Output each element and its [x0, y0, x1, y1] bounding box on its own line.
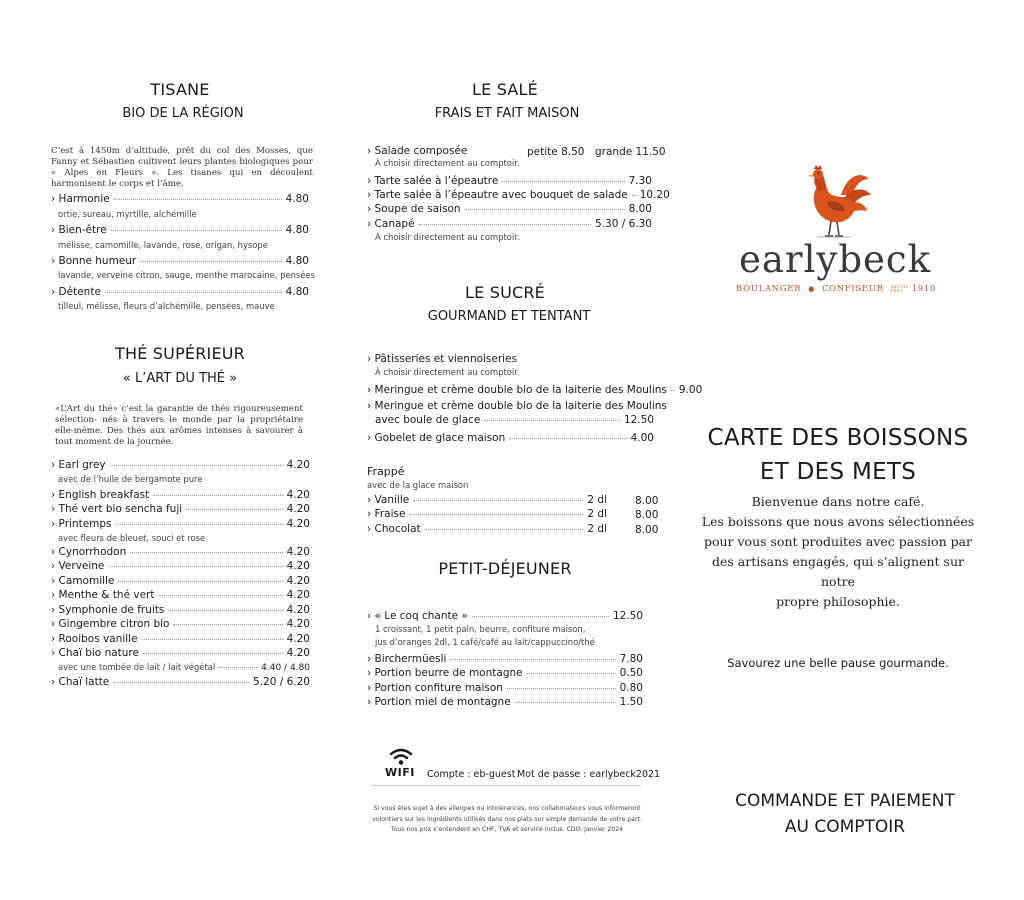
frappe-title: Frappé	[367, 465, 405, 478]
carte-title	[702, 421, 974, 489]
menu-item-meringue: › Meringue et crème double bio de la laiterie des Moulins 9.00	[367, 384, 654, 396]
item-description: À choisir directement au comptoir.	[375, 367, 520, 377]
sucre-subtitle: GOURMAND ET TENTANT	[427, 309, 591, 324]
welcome-line: des artisans engagés, qui s’alignent sur notre	[711, 554, 964, 589]
menu-item-menthe-the-vert: › Menthe & thé vert 4.20	[51, 589, 310, 601]
savourez-text: Savourez une belle pause gourmande.	[727, 656, 949, 670]
menu-item-salade-composee: › Salade composée	[367, 145, 468, 157]
frappe-fraise-price: 8.00	[635, 509, 659, 521]
tagline-confiseur: CONFISEUR	[821, 284, 884, 294]
menu-item-frappe-fraise: › Fraise 2 dl	[367, 508, 607, 520]
item-description: avec fleurs de bleuet, souci et rose	[58, 533, 206, 543]
salade-petite-price: petite 8.50	[527, 146, 585, 158]
menu-item-detente: › Détente 4.80	[51, 286, 309, 298]
allergy-notice	[366, 804, 648, 836]
the-title: THÉ SUPÉRIEUR	[115, 344, 245, 363]
item-description: tilleul, mélisse, fleurs d’alchémille, pensées, mauve	[58, 301, 275, 311]
menu-item-the-vert-sencha: › Thé vert bio sencha fuji 4.20	[51, 503, 310, 515]
item-description: À choisir directement au comptoir.	[375, 232, 520, 242]
commande-line-1: COMMANDE ET PAIEMENT	[735, 791, 955, 811]
item-description: jus d’oranges 2dl, 1 café/café au lait/cappuccino/thé	[375, 637, 595, 647]
menu-item-meringue-glace: › Meringue et crème double bio de la laiterie des Moulins	[367, 400, 667, 412]
tisane-title: TISANE	[150, 80, 210, 99]
item-description: 1 croissant, 1 petit pain, beurre, confiture maison,	[375, 624, 586, 634]
menu-item-birchermuesli: › Birchermüesli 7.80	[367, 653, 643, 665]
rooster-icon	[803, 165, 873, 243]
tagline-boulanger: BOULANGER	[736, 284, 802, 294]
welcome-line: Les boissons que nous avons sélectionnées	[701, 514, 975, 529]
allergy-line-1: Si vous êtes sujet à des allergies ou intolérances, nos collaborateurs vous informeront	[373, 805, 641, 812]
menu-item-frappe-chocolat: › Chocolat 2 dl	[367, 523, 607, 535]
salade-grande-price: grande 11.50	[595, 146, 666, 158]
menu-item-chai-bio-nature: › Chaï bio nature 4.20	[51, 647, 310, 659]
item-description-with-price: avec une tombée de lait / lait végétal 4.40 / 4.80	[58, 662, 310, 673]
menu-item-camomille: › Camomille 4.20	[51, 575, 310, 587]
menu-item-frappe-vanille: › Vanille 2 dl	[367, 494, 607, 506]
menu-item-english-breakfast: › English breakfast 4.20	[51, 489, 310, 501]
menu-item-soupe: › Soupe de saison 8.00	[367, 203, 652, 215]
carte-title-line-2: ET DES METS	[759, 459, 917, 485]
menu-item-confiture: › Portion confiture maison 0.80	[367, 682, 643, 694]
petitdej-title: PETIT-DÉJEUNER	[438, 559, 572, 578]
welcome-line: Bienvenue dans notre café.	[751, 494, 925, 509]
menu-item-gobelet-glace: › Gobelet de glace maison 4.00	[367, 432, 654, 444]
menu-item-canape: › Canapé 5.30 / 6.30	[367, 218, 652, 230]
item-description: lavande, verveine citron, sauge, menthe marocaine, pensées	[58, 270, 315, 280]
frappe-vanille-price: 8.00	[635, 495, 659, 507]
item-description: À choisir directement au comptoir.	[375, 158, 520, 168]
sucre-title: LE SUCRÉ	[465, 283, 545, 302]
wifi-account: Compte : eb-guest	[427, 769, 516, 780]
menu-item-beurre: › Portion beurre de montagne 0.50	[367, 667, 643, 679]
carte-title-line-1: CARTE DES BOISSONS	[707, 425, 969, 451]
commande-notice	[700, 788, 990, 840]
tisane-subtitle: BIO DE LA RÉGION	[122, 106, 244, 121]
item-description: mélisse, camomille, lavande, rose, origan, hysope	[58, 240, 268, 250]
menu-item-earl-grey: › Earl grey 4.20	[51, 459, 310, 471]
menu-item-patisseries: › Pâtisseries et viennoiseries	[367, 353, 518, 365]
menu-item-coq-chante: › « Le coq chante » 12.50	[367, 610, 643, 622]
frappe-chocolat-price: 8.00	[635, 524, 659, 536]
tagline-year: 1910	[911, 284, 936, 294]
the-subtitle: « L’ART DU THÉ »	[122, 371, 238, 386]
wifi-label: WIFI	[385, 766, 415, 779]
welcome-text	[700, 492, 976, 612]
tagline-since: DEPUIS PRÈS	[890, 285, 909, 293]
menu-item-verveine: › Verveine 4.20	[51, 560, 310, 572]
meringue-glace-line2: avec boule de glace 12.50	[375, 414, 654, 426]
menu-item-bien-etre: › Bien-être 4.80	[51, 224, 309, 236]
menu-item-harmonie: › Harmonie 4.80	[51, 193, 309, 205]
menu-item-miel: › Portion miel de montagne 1.50	[367, 696, 643, 708]
welcome-line: propre philosophie.	[776, 594, 900, 609]
menu-item-symphonie-fruits: › Symphonie de fruits 4.20	[51, 604, 310, 616]
menu-item-printemps: › Printemps 4.20	[51, 518, 310, 530]
menu-item-cynorrhodon: › Cynorrhodon 4.20	[51, 546, 310, 558]
menu-item-rooibos-vanille: › Rooibos vanille 4.20	[51, 633, 310, 645]
brand-tagline	[736, 284, 936, 294]
wifi-password: Mot de passe : earlybeck2021	[517, 769, 661, 780]
menu-item-tarte-salee: › Tarte salée à l’épeautre 7.30	[367, 175, 652, 187]
sale-title: LE SALÉ	[472, 80, 538, 99]
price-notice: Tous nos prix s’entendent en CHF, TVA et service inclus. CDO. Janvier 2024	[390, 826, 624, 833]
item-description: avec de l’huile de bergamote pure	[58, 474, 203, 484]
wifi-divider	[371, 785, 641, 786]
brand-name: earlybeck	[738, 238, 932, 281]
allergy-line-2: volontiers sur les ingrédients utilisés dans nos plats sur simple demande de votre part.	[372, 815, 642, 823]
menu-item-tarte-salee-salade: › Tarte salée à l’épeautre avec bouquet de salade 10.20	[367, 189, 652, 201]
commande-line-2: AU COMPTOIR	[784, 817, 906, 837]
tisane-intro: C’est à 1450m d’altitude, prêt du col des Mosses, que Fanny et Sébastien cultivent leurs plantes biologiques pour « Alpes en Fleurs ». Les tisanes qui en découlent harmonisent le corps et l’âme.	[51, 146, 313, 189]
menu-item-chai-latte: › Chaï latte 5.20 / 6.20	[51, 676, 310, 688]
item-description: ortie, sureau, myrtille, alchémille	[58, 209, 197, 219]
menu-item-gingembre-citron: › Gingembre citron bio 4.20	[51, 618, 310, 630]
menu-item-bonne-humeur: › Bonne humeur 4.80	[51, 255, 309, 267]
the-intro: «L’Art du thé» c’est la garantie de thés rigoureusement sélection- nés à travers le monde par la propriétaire elle-même. Des thés aux arômes intenses à savourer à tout moment de la journée.	[55, 404, 303, 447]
sale-subtitle: FRAIS ET FAIT MAISON	[434, 106, 580, 121]
welcome-line: pour vous sont produites avec passion par	[703, 534, 973, 549]
tagline-separator-dot: ●	[808, 285, 815, 293]
wifi-icon	[389, 748, 413, 766]
frappe-description: avec de la glace maison	[367, 480, 469, 490]
